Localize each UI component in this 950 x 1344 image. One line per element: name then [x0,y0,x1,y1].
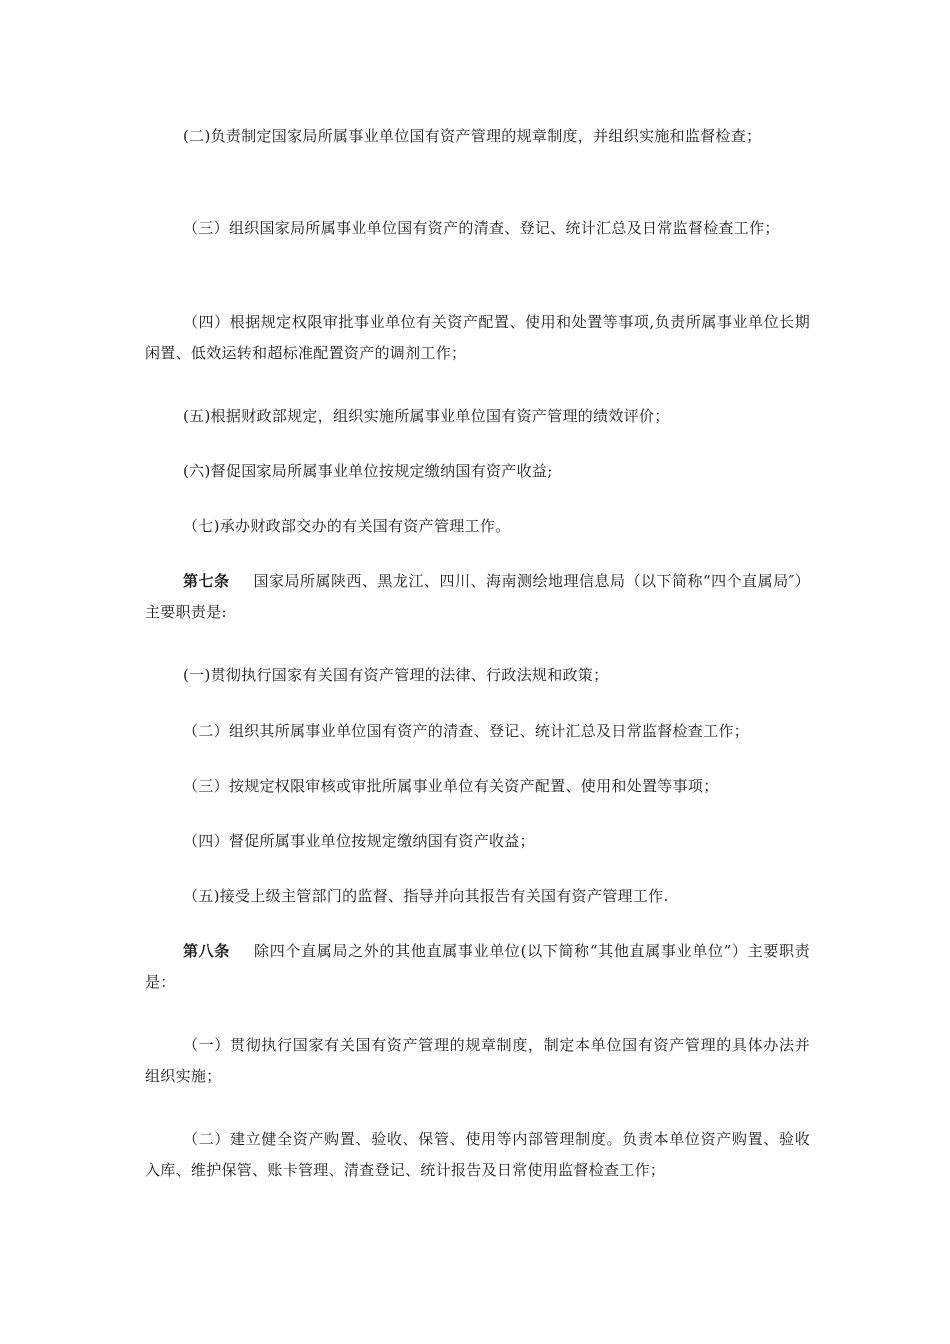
article-8-text: 除四个直属局之外的其他直属事业单位(以下简称“其他直属事业单位”）主要职责是： [145,942,810,991]
a7-clause-1-paragraph: (一)贯彻执行国家有关国有资产管理的法律、行政法规和政策； [183,666,609,684]
clause-3-paragraph: （三）组织国家局所属事业单位国有资产的清查、登记、统计汇总及日常监督检查工作； [183,219,780,237]
clause-7-paragraph: （七)承办财政部交办的有关国有资产管理工作。 [183,517,511,535]
article-7-heading: 第七条 [183,572,230,590]
a8-clause-1-paragraph: （一）贯彻执行国家有关国有资产管理的规章制度，制定本单位国有资产管理的具体办法并组织实施； [145,1036,810,1085]
a8-clause-2-paragraph: （二）建立健全资产购置、验收、保管、使用等内部管理制度。负责本单位资产购置、验收入库、维护保管、账卡管理、清查登记、统计报告及日常使用监督检查工作； [145,1130,810,1179]
clause-6-paragraph: (六)督促国家局所属事业单位按规定缴纳国有资产收益; [183,462,553,480]
clause-2-paragraph: (二)负责制定国家局所属事业单位国有资产管理的规章制度，并组织实施和监督检查； [183,127,762,145]
a7-clause-3-paragraph: （三）按规定权限审核或审批所属事业单位有关资产配置、使用和处置等事项； [183,777,719,795]
clause-5-paragraph: (五)根据财政部规定，组织实施所属事业单位国有资产管理的绩效评价； [183,407,670,425]
article-8-paragraph [145,936,810,998]
clause-4-paragraph: （四）根据规定权限审批事业单位有关资产配置、使用和处置等事项,负责所属事业单位长期闲置、低效运转和超标准配置资产的调剂工作； [145,313,810,362]
article-8-heading: 第八条 [183,942,231,960]
a7-clause-2-paragraph: （二）组织其所属事业单位国有资产的清查、登记、统计汇总及日常监督检查工作； [183,722,750,740]
a7-clause-5-paragraph: （五)接受上级主管部门的监督、指导并向其报告有关国有资产管理工作. [183,887,669,905]
article-7-paragraph [145,566,810,628]
a7-clause-4-paragraph: （四）督促所属事业单位按规定缴纳国有资产收益； [183,832,535,850]
article-7-text: 国家局所属陕西、黑龙江、四川、海南测绘地理信息局（以下简称“四个直属局″）主要职责是: [145,572,810,621]
